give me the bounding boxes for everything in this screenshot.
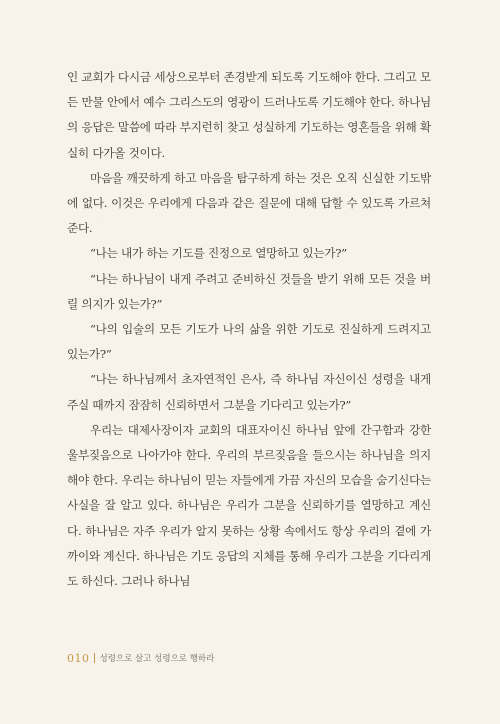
page-footer (67, 650, 214, 666)
question-paragraph: “나는 하나님이 내게 주려고 준비하신 것들을 받기 위해 모든 것을 버릴 의지가 있는가?” (67, 271, 431, 311)
running-title: 성령으로 살고 성령으로 행하라 (99, 654, 215, 664)
body-text (67, 65, 431, 594)
paragraph: 우리는 대제사장이자 교회의 대표자이신 하나님 앞에 간구함과 강한 울부짖음으로 나아가야 한다. 우리의 부르짖음을 들으시는 하나님을 의지해야 한다. 우리는 하나님이 믿는 자들에게 가끔 자신의 모습을 숨기신다는 사실을 잘 알고 있다. 하나님은 우리가 그분을 신뢰하기를 열망하고 계신다. 하나님은 자주 우리가 알지 못하는 상황 속에서도 항상 우리의 곁에 가까이와 계신다. 하나님은 기도 응답의 지체를 통해 우리가 그분을 기다리게도 하신다. 그러나 하나님 (67, 422, 431, 589)
question-paragraph: “나는 하나님께서 초자연적인 은사, 즉 하나님 자신이신 성령을 내게 주실 때까지 잠잠히 신뢰하면서 그분을 기다리고 있는가?” (67, 372, 431, 412)
question-paragraph: “나는 내가 하는 기도를 진정으로 열망하고 있는가?” (90, 246, 347, 261)
footer-separator (94, 653, 95, 663)
paragraph: 인 교회가 다시금 세상으로부터 존경받게 되도록 기도해야 한다. 그리고 모든 만물 안에서 예수 그리스도의 영광이 드러나도록 기도해야 한다. 하나님의 응답은 말씀에 따라 부지런히 찾고 성실하게 기도하는 영혼들을 위해 확실히 다가올 것이다. (67, 70, 431, 160)
question-paragraph: “나의 입술의 모든 기도가 나의 삶을 위한 기도로 진실하게 드려지고 있는가?” (67, 322, 431, 362)
paragraph: 마음을 깨끗하게 하고 마음을 탐구하게 하는 것은 오직 신실한 기도밖에 없다. 이것은 우리에게 다음과 같은 질문에 대해 답할 수 있도록 가르쳐준다. (67, 170, 431, 236)
page-number: 010 (67, 651, 90, 665)
